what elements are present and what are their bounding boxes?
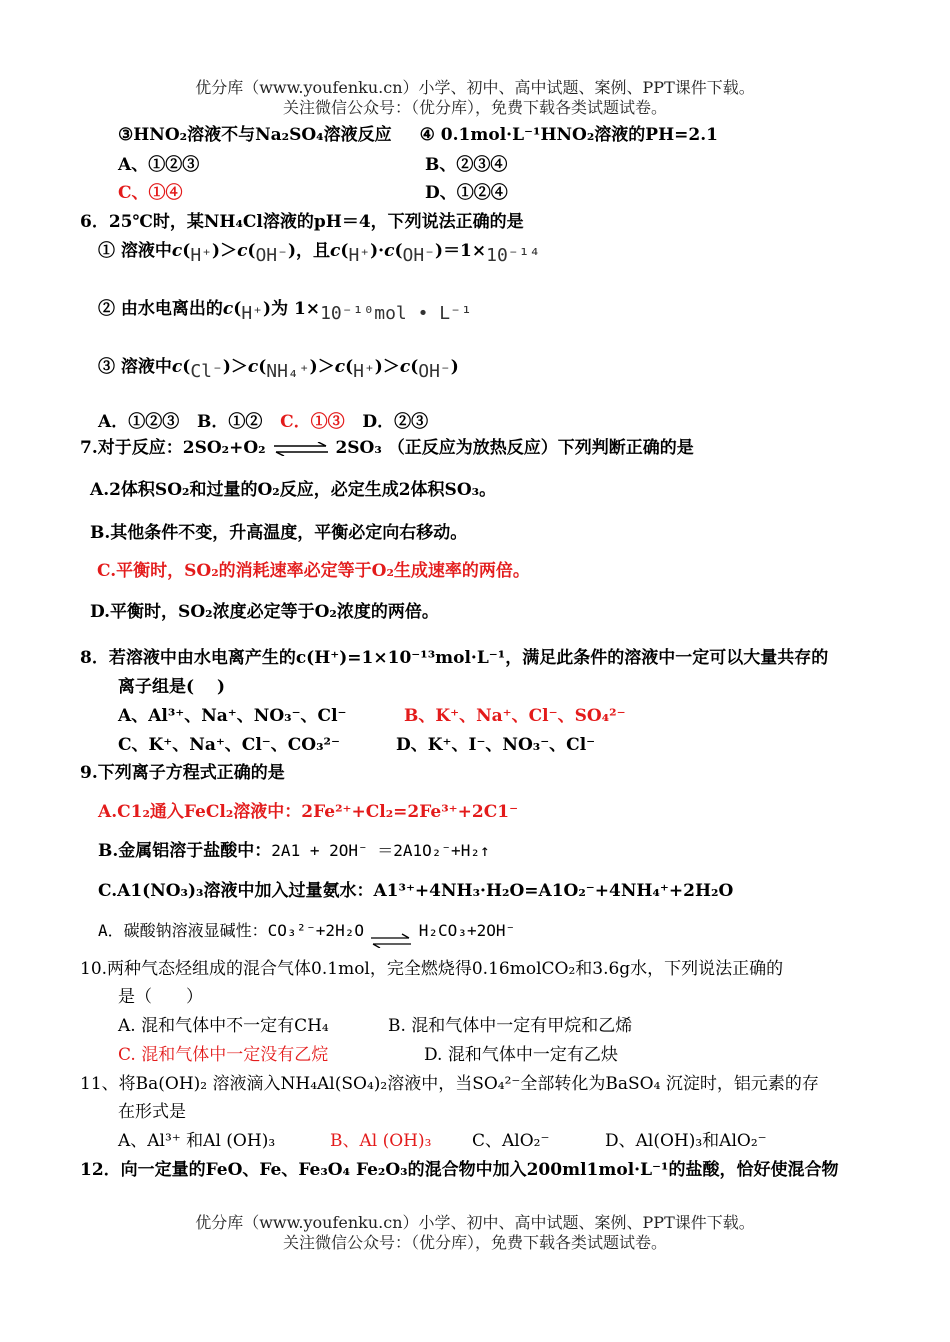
q6-s1-eq: ＝1× xyxy=(443,241,487,261)
q7-option-b: B.其他条件不变，升高温度，平衡必定向右移动。 xyxy=(90,523,468,543)
q10-option-b: B. 混和气体中一定有甲烷和乙烯 xyxy=(388,1016,633,1036)
conc-symbol: c xyxy=(237,241,248,261)
q7-option-d: D.平衡时，SO₂浓度必定等于O₂浓度的两倍。 xyxy=(90,602,439,622)
footer-line-2: 关注微信公众号：（优分库），免费下载各类试题试卷。 xyxy=(282,1233,667,1252)
hydroxide-ion: OH⁻ xyxy=(402,245,436,266)
gt-sign: ＞ xyxy=(382,357,400,377)
q10-stem-line-2: 是（ ） xyxy=(118,987,203,1007)
q9-option-a: A.C1₂通入FeCl₂溶液中：2Fe²⁺+Cl₂=2Fe³⁺+2C1⁻ xyxy=(98,802,519,822)
q5-option-d: D、①②④ xyxy=(425,183,508,203)
q12-stem-line-1: 12．向一定量的FeO、Fe、Fe₃O₄ Fe₂O₃的混合物中加入200ml1mol·L⁻¹的盐酸，恰好使混合物 xyxy=(80,1160,839,1180)
chloride-ion: Cl⁻ xyxy=(190,361,223,382)
q11-option-c: C、AlO₂⁻ xyxy=(472,1131,550,1151)
q7-option-a: A.2体积SO₂和过量的O₂反应，必定生成2体积SO₃。 xyxy=(90,480,497,500)
q9-option-d-left: A．碳酸钠溶液显碱性：CO₃²⁻+2H₂O xyxy=(98,921,364,940)
q5-statements xyxy=(118,124,718,146)
conc-symbol: c xyxy=(222,299,234,319)
q8-option-b: B、K⁺、Na⁺、Cl⁻、SO₄²⁻ xyxy=(404,706,626,726)
q8-option-a: A、Al³⁺、Na⁺、NO₃⁻、Cl⁻ xyxy=(118,706,347,726)
q10-option-d: D. 混和气体中一定有乙炔 xyxy=(424,1045,618,1065)
q6-stem: 6．25℃时，某NH₄Cl溶液的pH＝4，下列说法正确的是 xyxy=(80,212,524,232)
hydrogen-ion: H⁺ xyxy=(241,303,264,324)
q7-option-c: C.平衡时，SO₂的消耗速率必定等于O₂生成速率的两倍。 xyxy=(97,561,530,581)
q5-statement-3: ③HNO₂溶液不与Na₂SO₄溶液反应 xyxy=(118,125,392,145)
equilibrium-arrow-icon xyxy=(272,442,330,456)
q8-stem-line-2: 离子组是( ) xyxy=(118,677,226,697)
conc-symbol: c xyxy=(384,241,395,261)
q10-option-c: C. 混和气体中一定没有乙烷 xyxy=(118,1045,329,1065)
q7-stem-left: 7.对于反应：2SO₂+O₂ xyxy=(80,438,266,458)
q6-options xyxy=(98,411,428,433)
q8-option-c: C、K⁺、Na⁺、Cl⁻、CO₃²⁻ xyxy=(118,735,340,755)
q6-statement-1: ① 溶液中c(H⁺)＞c(OH⁻)，且c(H⁺)·c(OH⁻)＝1×10⁻¹⁴ xyxy=(98,241,541,266)
conc-symbol: c xyxy=(334,357,346,377)
q6-option-c: C．①③ xyxy=(280,412,345,432)
q6-statement-2: ② 由水电离出的c(H⁺)为 1×10⁻¹⁰mol • L⁻¹ xyxy=(98,299,472,324)
q5-option-a: A、①②③ xyxy=(118,155,200,175)
q9-option-c: C.A1(NO₃)₃溶液中加入过量氨水：A1³⁺+4NH₃·H₂O=A1O₂⁻+4NH₄⁺+2H₂O xyxy=(98,881,734,901)
q7-stem xyxy=(80,437,694,459)
hydroxide-ion: OH⁻ xyxy=(418,361,451,382)
q6-s1-prefix: ① 溶液中 xyxy=(98,241,172,261)
q10-stem-line-1: 10.两种气态烃组成的混合气体0.1mol，完全燃烧得0.16molCO₂和3.6g水，下列说法正确的 xyxy=(80,959,784,979)
q9-stem: 9.下列离子方程式正确的是 xyxy=(80,763,285,783)
q11-option-b: B、Al (OH)₃ xyxy=(330,1131,432,1151)
q6-s1-mid: ，且 xyxy=(296,241,331,261)
q11-option-a: A、Al³⁺ 和Al (OH)₃ xyxy=(118,1131,276,1151)
conc-symbol: c xyxy=(399,357,411,377)
q6-s2-unit: 10⁻¹⁰mol • L⁻¹ xyxy=(320,303,472,324)
conc-symbol: c xyxy=(171,357,183,377)
equilibrium-arrow-icon xyxy=(369,926,413,948)
q9-option-b xyxy=(98,840,490,862)
gt-sign: ＞ xyxy=(220,241,238,261)
q6-s1-power: 10⁻¹⁴ xyxy=(486,245,541,266)
q9-option-d-right: H₂CO₃+2OH⁻ xyxy=(418,921,516,940)
q9-option-b-equation: 2A1 + 2OH⁻ ＝2A1O₂⁻+H₂↑ xyxy=(271,841,490,860)
hydrogen-ion: H⁺ xyxy=(353,361,375,382)
q11-stem-line-2: 在形式是 xyxy=(118,1102,186,1122)
q5-option-b: B、②③④ xyxy=(425,155,508,175)
q6-option-b: B．①② xyxy=(196,412,263,432)
q5-statement-4: ④ 0.1mol·L⁻¹HNO₂溶液的PH=2.1 xyxy=(419,125,718,145)
q11-stem-line-1: 11、将Ba(OH)₂ 溶液滴入NH₄Al(SO₄)₂溶液中，当SO₄²⁻全部转化为BaSO₄ 沉淀时，铝元素的存 xyxy=(80,1074,819,1094)
hydroxide-ion: OH⁻ xyxy=(255,245,288,266)
conc-symbol: c xyxy=(330,241,341,261)
q5-option-c: C、①④ xyxy=(118,183,183,203)
q6-s3-prefix: ③ 溶液中 xyxy=(98,357,172,377)
q9-option-b-text: B.金属铝溶于盐酸中： xyxy=(98,841,272,861)
hydrogen-ion: H⁺ xyxy=(190,245,213,266)
header-line-1: 优分库（www.youfenku.cn）小学、初中、高中试题、案例、PPT课件下载。 xyxy=(195,78,755,97)
conc-symbol: c xyxy=(171,241,183,261)
q8-option-d: D、K⁺、I⁻、NO₃⁻、Cl⁻ xyxy=(396,735,596,755)
gt-sign: ＞ xyxy=(230,357,248,377)
q8-stem-line-1: 8．若溶液中由水电离产生的c(H⁺)=1×10⁻¹³mol·L⁻¹，满足此条件的溶液中一定可以大量共存的 xyxy=(80,648,829,668)
header-line-2: 关注微信公众号：（优分库），免费下载各类试题试卷。 xyxy=(282,98,667,117)
q6-s2-prefix: ② 由水电离出的 xyxy=(98,299,223,319)
gt-sign: ＞ xyxy=(317,357,335,377)
q10-option-a: A. 混和气体中不一定有CH₄ xyxy=(118,1016,329,1036)
q6-s2-mid: 为 1× xyxy=(271,299,321,319)
hydrogen-ion: H⁺ xyxy=(348,245,371,266)
q6-statement-3: ③ 溶液中c(Cl⁻)＞c(NH₄⁺)＞c(H⁺)＞c(OH⁻) xyxy=(98,357,459,382)
ammonium-ion: NH₄⁺ xyxy=(266,361,310,382)
q6-option-d: D．②③ xyxy=(362,412,429,432)
q9-option-d xyxy=(98,920,515,948)
footer-line-1: 优分库（www.youfenku.cn）小学、初中、高中试题、案例、PPT课件下载。 xyxy=(195,1213,755,1232)
conc-symbol: c xyxy=(247,357,259,377)
q11-option-d: D、Al(OH)₃和AlO₂⁻ xyxy=(605,1131,767,1151)
q7-stem-right: 2SO₃ （正反应为放热反应）下列判断正确的是 xyxy=(335,438,694,458)
q6-option-a: A．①②③ xyxy=(98,412,180,432)
